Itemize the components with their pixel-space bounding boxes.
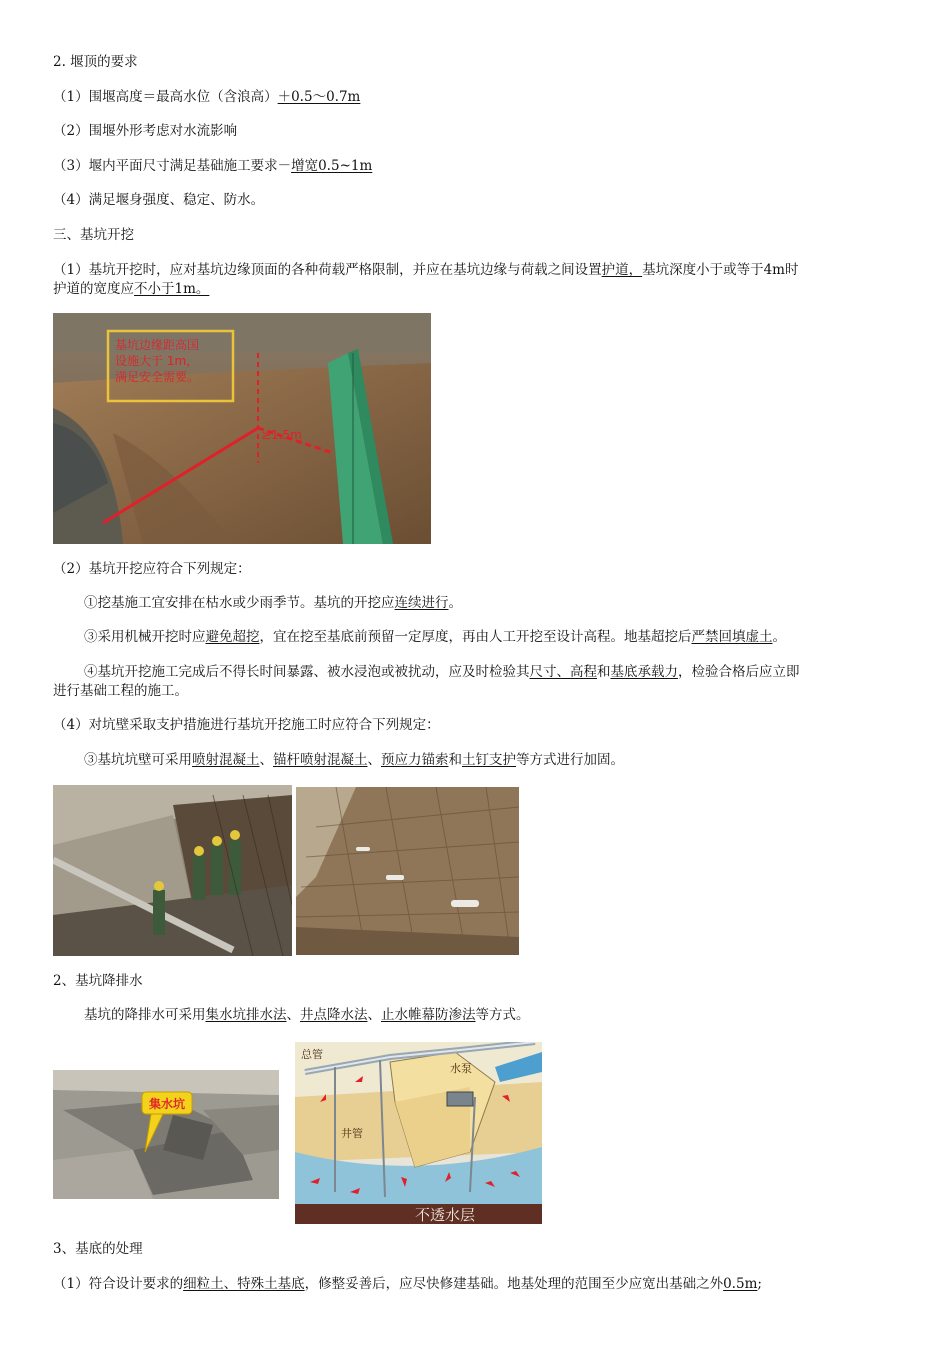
rule-3-underlined-2: 严禁回填虚土	[691, 629, 773, 645]
dewatering-section-title: 2、基坑降排水	[53, 973, 143, 989]
pit-edge-photo-label-1: 基坑边缘距高国	[115, 338, 200, 352]
excavation-para-4: （4）对坑壁采取支护措施进行基坑开挖施工时应符合下列规定：	[53, 717, 440, 733]
wellpoint-main-pipe-label: 总管	[301, 1048, 323, 1061]
dewatering-sep-2: 、	[367, 1007, 381, 1023]
dewatering-sep-1: 、	[286, 1007, 300, 1023]
excavation-section-title: 三、基坑开挖	[53, 227, 134, 243]
rule-4-and: 和	[597, 664, 611, 680]
rule-4-underlined-2: 基底承载力	[610, 664, 678, 680]
base-para-1-text-b: ，修整妥善后，应尽快修建基础。地基处理的范围至少应宽出基础之外	[304, 1276, 724, 1292]
support-method-anchor-shotcrete: 锚杆喷射混凝土	[273, 752, 368, 768]
rule-3-end: 。	[772, 629, 786, 645]
excavation-para-2: （2）基坑开挖应符合下列规定：	[53, 561, 251, 577]
weir-item-3-underlined: 增宽0.5~1m	[291, 158, 373, 174]
excavation-para-1-underlined-2: 不小于1m。	[134, 281, 210, 297]
sump-pit-photo	[53, 1070, 279, 1199]
base-para-1-underlined-2: 0.5m	[723, 1276, 758, 1292]
rule-4-line-1	[84, 663, 800, 681]
dewatering-end: 等方式。	[475, 1007, 530, 1023]
excavation-para-1-line-2	[53, 280, 209, 298]
shotcrete-workers-photo	[53, 785, 292, 956]
support-rule-3-end: 等方式进行加固。	[516, 752, 624, 768]
excavation-para-1-text: （1）基坑开挖时，应对基坑边缘顶面的各种荷载严格限制，并应在基坑边缘与荷载之间设置	[53, 262, 602, 278]
weir-item-2: （2）围堰外形考虑对水流影响	[53, 123, 238, 139]
rule-3-text-b: ，宜在挖至基底前预留一定厚度，再由人工开挖至设计高程。地基超挖后	[259, 629, 692, 645]
weir-item-1	[53, 88, 360, 106]
pit-edge-photo	[53, 313, 431, 544]
dewatering-method-curtain: 止水帷幕防渗法	[381, 1007, 476, 1023]
excavation-para-1-text-b: 基坑深度小于或等于4m时	[642, 262, 799, 278]
rule-3-text: ③采用机械开挖时应	[84, 629, 206, 645]
weir-item-3-text: （3）堰内平面尺寸满足基础施工要求－	[53, 158, 292, 174]
rule-4-text: ④基坑开挖施工完成后不得长时间暴露、被水浸泡或被扰动，应及时检验其	[84, 664, 530, 680]
pit-edge-photo-dimension: ≥1.5m	[261, 428, 302, 442]
support-method-shotcrete: 喷射混凝土	[192, 752, 260, 768]
pit-edge-photo-label-2: 设施大于 1m，	[115, 354, 199, 368]
rule-4-underlined-1: 尺寸、高程	[529, 664, 597, 680]
rule-4-line-2: 进行基础工程的施工。	[53, 683, 188, 699]
weir-section-title: 2. 堰顶的要求	[53, 54, 138, 70]
support-method-prestressed-anchor: 预应力锚索	[381, 752, 449, 768]
excavation-para-1-underlined: 护道，	[601, 262, 643, 278]
rule-1-end: 。	[448, 595, 462, 611]
dewatering-text: 基坑的降排水可采用	[84, 1007, 206, 1023]
base-para-1-end: ;	[757, 1276, 762, 1292]
weir-item-3	[53, 157, 372, 175]
rule-1	[84, 594, 462, 612]
support-method-soil-nail: 土钉支护	[462, 752, 516, 768]
excavation-para-1-text-c: 护道的宽度应	[53, 281, 134, 297]
support-and: 和	[448, 752, 462, 768]
wellpoint-impermeable-label: 不透水层	[414, 1206, 476, 1224]
support-sep-2: 、	[367, 752, 381, 768]
support-rule-3-text: ③基坑坑壁可采用	[84, 752, 192, 768]
base-para-1-text: （1）符合设计要求的	[53, 1276, 184, 1292]
sump-pit-label: 集水坑	[148, 1097, 186, 1111]
wellpoint-well-pipe-label: 井管	[341, 1127, 363, 1140]
pit-edge-photo-label-3: 满足安全需要。	[115, 370, 200, 384]
excavation-para-1-line-1	[53, 261, 798, 279]
base-section-title: 3、基底的处理	[53, 1241, 143, 1257]
soil-nail-slope-photo	[296, 787, 519, 955]
rule-3	[84, 628, 786, 646]
rule-1-text: ①挖基施工宜安排在枯水或少雨季节。基坑的开挖应	[84, 595, 395, 611]
wellpoint-diagram	[295, 1042, 542, 1224]
dewatering-method-sump: 集水坑排水法	[205, 1007, 287, 1023]
support-sep-1: 、	[259, 752, 273, 768]
dewatering-para	[84, 1006, 530, 1024]
rule-4-text-c: ，检验合格后应立即	[678, 664, 800, 680]
rule-3-underlined: 避免超挖	[205, 629, 260, 645]
base-para-1	[53, 1275, 762, 1293]
weir-item-1-text: （1）围堰高度＝最高水位（含浪高）	[53, 89, 278, 105]
support-rule-3	[84, 751, 624, 769]
wellpoint-pump-label: 水泵	[450, 1062, 472, 1075]
weir-item-1-underlined: ＋0.5～0.7m	[277, 89, 361, 105]
weir-item-4: （4）满足堰身强度、稳定、防水。	[53, 192, 265, 208]
base-para-1-underlined: 细粒土、特殊土基底	[183, 1276, 305, 1292]
rule-1-underlined: 连续进行	[394, 595, 449, 611]
dewatering-method-wellpoint: 井点降水法	[300, 1007, 368, 1023]
